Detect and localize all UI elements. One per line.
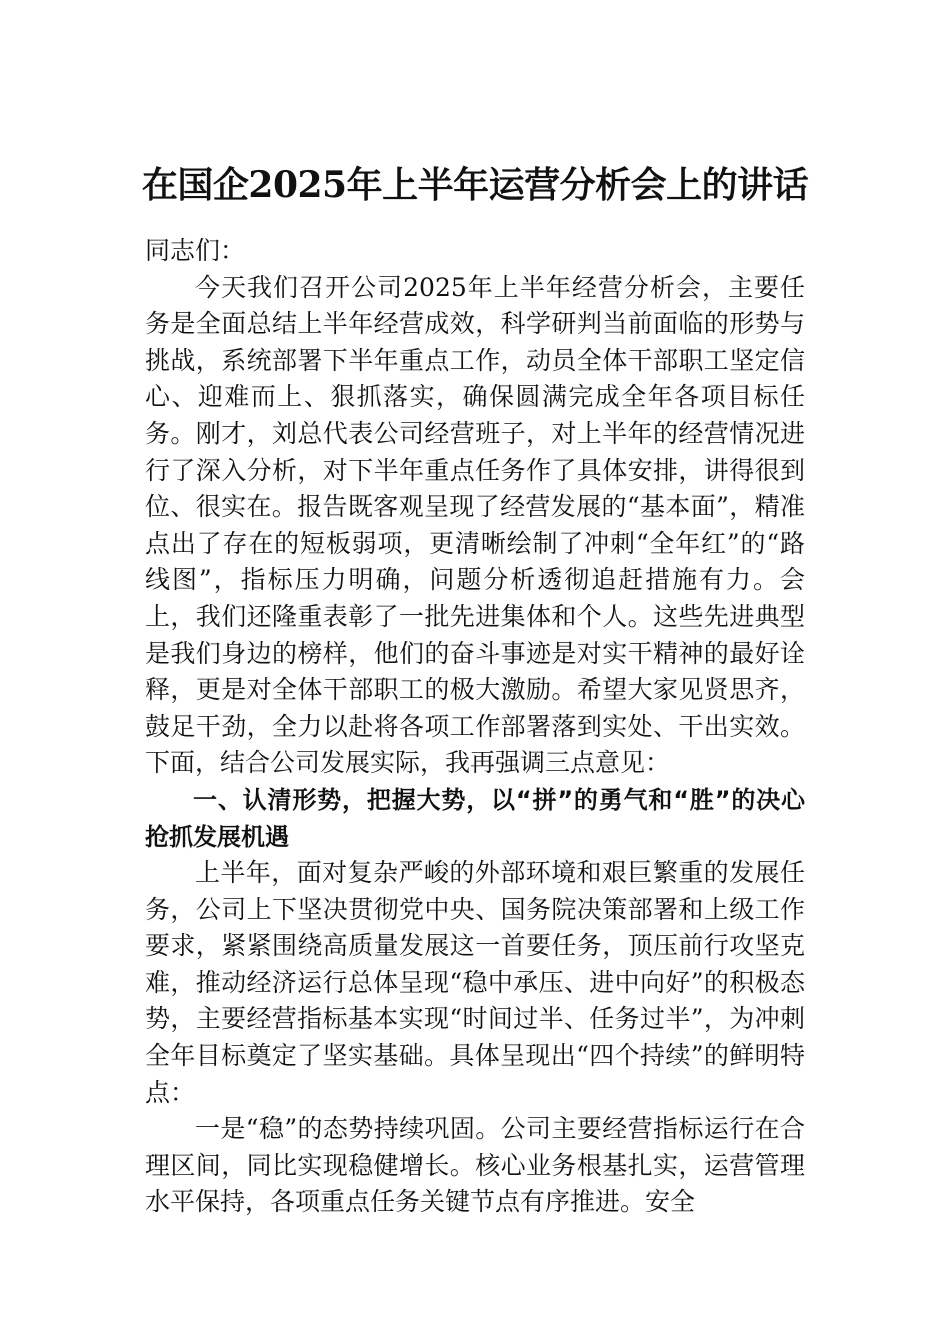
- section-paragraph: 上半年，面对复杂严峻的外部环境和艰巨繁重的发展任务，公司上下坚决贯彻党中央、国务院决策部署和上级工作要求，紧紧围绕高质量发展这一首要任务，顶压前行攻坚克难，推动经济运行总体呈现“稳中承压、进中向好”的积极态势，主要经营指标基本实现“时间过半、任务过半”，为冲刺全年目标奠定了坚实基础。具体呈现出“四个持续”的鲜明特点：: [145, 858, 805, 1107]
- intro-paragraph: 今天我们召开公司2025年上半年经营分析会，主要任务是全面总结上半年经营成效，科学研判当前面临的形势与挑战，系统部署下半年重点工作，动员全体干部职工坚定信心、迎难而上、狠抓落实，确保圆满完成全年各项目标任务。刚才，刘总代表公司经营班子，对上半年的经营情况进行了深入分析，对下半年重点任务作了具体安排，讲得很到位、很实在。报告既客观呈现了经营发展的“基本面”，精准点出了存在的短板弱项，更清晰绘制了冲刺“全年红”的“路线图”，指标压力明确，问题分析透彻追赶措施有力。会上，我们还隆重表彰了一批先进集体和个人。这些先进典型是我们身边的榜样，他们的奋斗事迹是对实干精神的最好诠释，更是对全体干部职工的极大激励。希望大家见贤思齐，鼓足干劲，全力以赴将各项工作部署落到实处、干出实效。下面，结合公司发展实际，我再强调三点意见：: [145, 272, 805, 778]
- document-title: 在国企2025年上半年运营分析会上的讲话: [141, 164, 809, 206]
- point-paragraph: 一是“稳”的态势持续巩固。公司主要经营指标运行在合理区间，同比实现稳健增长。核心业务根基扎实，运营管理水平保持，各项重点任务关键节点有序推进。安全: [145, 1114, 805, 1217]
- section-heading: 一、认清形势，把握大势，以“拼”的勇气和“胜”的决心抢抓发展机遇: [145, 785, 805, 851]
- document-body: [145, 233, 805, 1221]
- salutation: 同志们：: [145, 236, 246, 265]
